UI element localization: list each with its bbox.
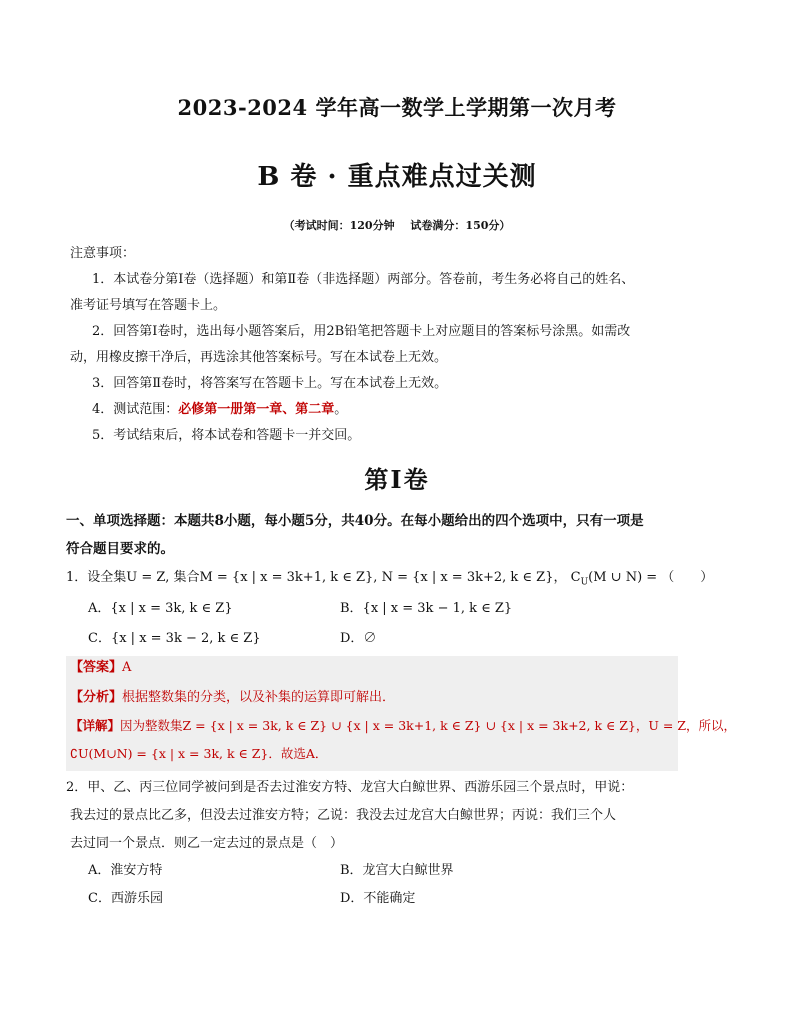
note-2a: 2．回答第Ⅰ卷时，选出每小题答案后，用2B铅笔把答题卡上对应题目的答案标号涂黑。如需改 (92, 324, 631, 339)
exam-time: （考试时间：120分钟 (283, 219, 395, 232)
note-4-scope: 必修第一册第一章、第二章 (178, 402, 335, 417)
part-heading-a: 一、单项选择题：本题共8小题，每小题5分，共40分。在每小题给出的四个选项中，只有一项是 (66, 513, 644, 529)
q1-option-d: D．∅ (340, 631, 377, 646)
q2-stem-c: 去过同一个景点．则乙一定去过的景点是（ ） (70, 836, 344, 851)
exam-subtitle: B 卷 · 重点难点过关测 (257, 162, 537, 192)
section-title: 第Ⅰ卷 (364, 465, 430, 494)
note-2b: 动，用橡皮擦干净后，再选涂其他答案标号。写在本试卷上无效。 (70, 350, 448, 365)
q2-stem-b: 我去过的景点比乙多，但没去过淮安方特；乙说：我没去过龙宫大白鲸世界；丙说：我们三个人 (70, 808, 617, 823)
note-4-prefix: 4．测试范围： (92, 402, 179, 417)
q1-stem (66, 569, 713, 592)
exam-info (0, 217, 794, 233)
note-1a: 1．本试卷分第Ⅰ卷（选择题）和第Ⅱ卷（非选择题）两部分。答卷前，考生务必将自己的姓名、 (92, 272, 635, 287)
q1-detail-2: ∁U(M∪N) = {x | x = 3k, k ∈ Z}．故选A． (70, 746, 328, 761)
q2-option-d: D．不能确定 (340, 891, 416, 906)
answer-label: 【答案】 (70, 660, 123, 675)
exam-title: 2023-2024 学年高一数学上学期第一次月考 (177, 95, 617, 120)
q2-stem-a: 2．甲、乙、丙三位同学被问到是否去过淮安方特、龙宫大白鲸世界、西游乐园三个景点时，甲说： (66, 780, 634, 795)
detail-label: 【详解】 (70, 718, 121, 733)
q1-detail (70, 717, 736, 735)
q1-option-a: A．{x | x = 3k, k ∈ Z} (88, 601, 233, 616)
q1-option-c: C．{x | x = 3k − 2, k ∈ Z} (88, 631, 261, 646)
answer-value: A (122, 660, 132, 675)
q1-option-b: B．{x | x = 3k − 1, k ∈ Z} (340, 601, 513, 616)
note-4 (92, 401, 347, 419)
q1-analysis (70, 689, 395, 707)
q1-stem-end: (M ∪ N) = （ ） (588, 570, 714, 585)
analysis-text: 根据整数集的分类，以及补集的运算即可解出． (122, 690, 396, 705)
note-1b: 准考证号填写在答题卡上。 (70, 298, 227, 313)
q1-answer (70, 659, 131, 677)
exam-score: 试卷满分：150分） (410, 219, 511, 232)
analysis-label: 【分析】 (70, 690, 123, 705)
q2-option-b: B．龙宫大白鲸世界 (340, 863, 454, 878)
notes-heading: 注意事项： (70, 246, 136, 261)
note-4-suffix: 。 (334, 402, 348, 417)
detail-text: 因为整数集Z = {x | x = 3k, k ∈ Z} ∪ {x | x = 3k+1, k ∈ Z} ∪ {x | x = 3k+2, k ∈ Z}，U = Z，所以， (120, 718, 737, 733)
q2-option-a: A．淮安方特 (88, 863, 163, 878)
q2-option-c: C．西游乐园 (88, 891, 163, 906)
note-5: 5．考试结束后，将本试卷和答题卡一并交回。 (92, 428, 361, 443)
part-heading-b: 符合题目要求的。 (66, 541, 174, 557)
note-3: 3．回答第Ⅱ卷时，将答案写在答题卡上。写在本试卷上无效。 (92, 376, 448, 391)
q1-stem-sub: U (580, 577, 589, 588)
q1-stem-text: 1．设全集U = Z, 集合M = {x | x = 3k+1, k ∈ Z}, N = {x | x = 3k+2, k ∈ Z}， C (66, 570, 581, 585)
